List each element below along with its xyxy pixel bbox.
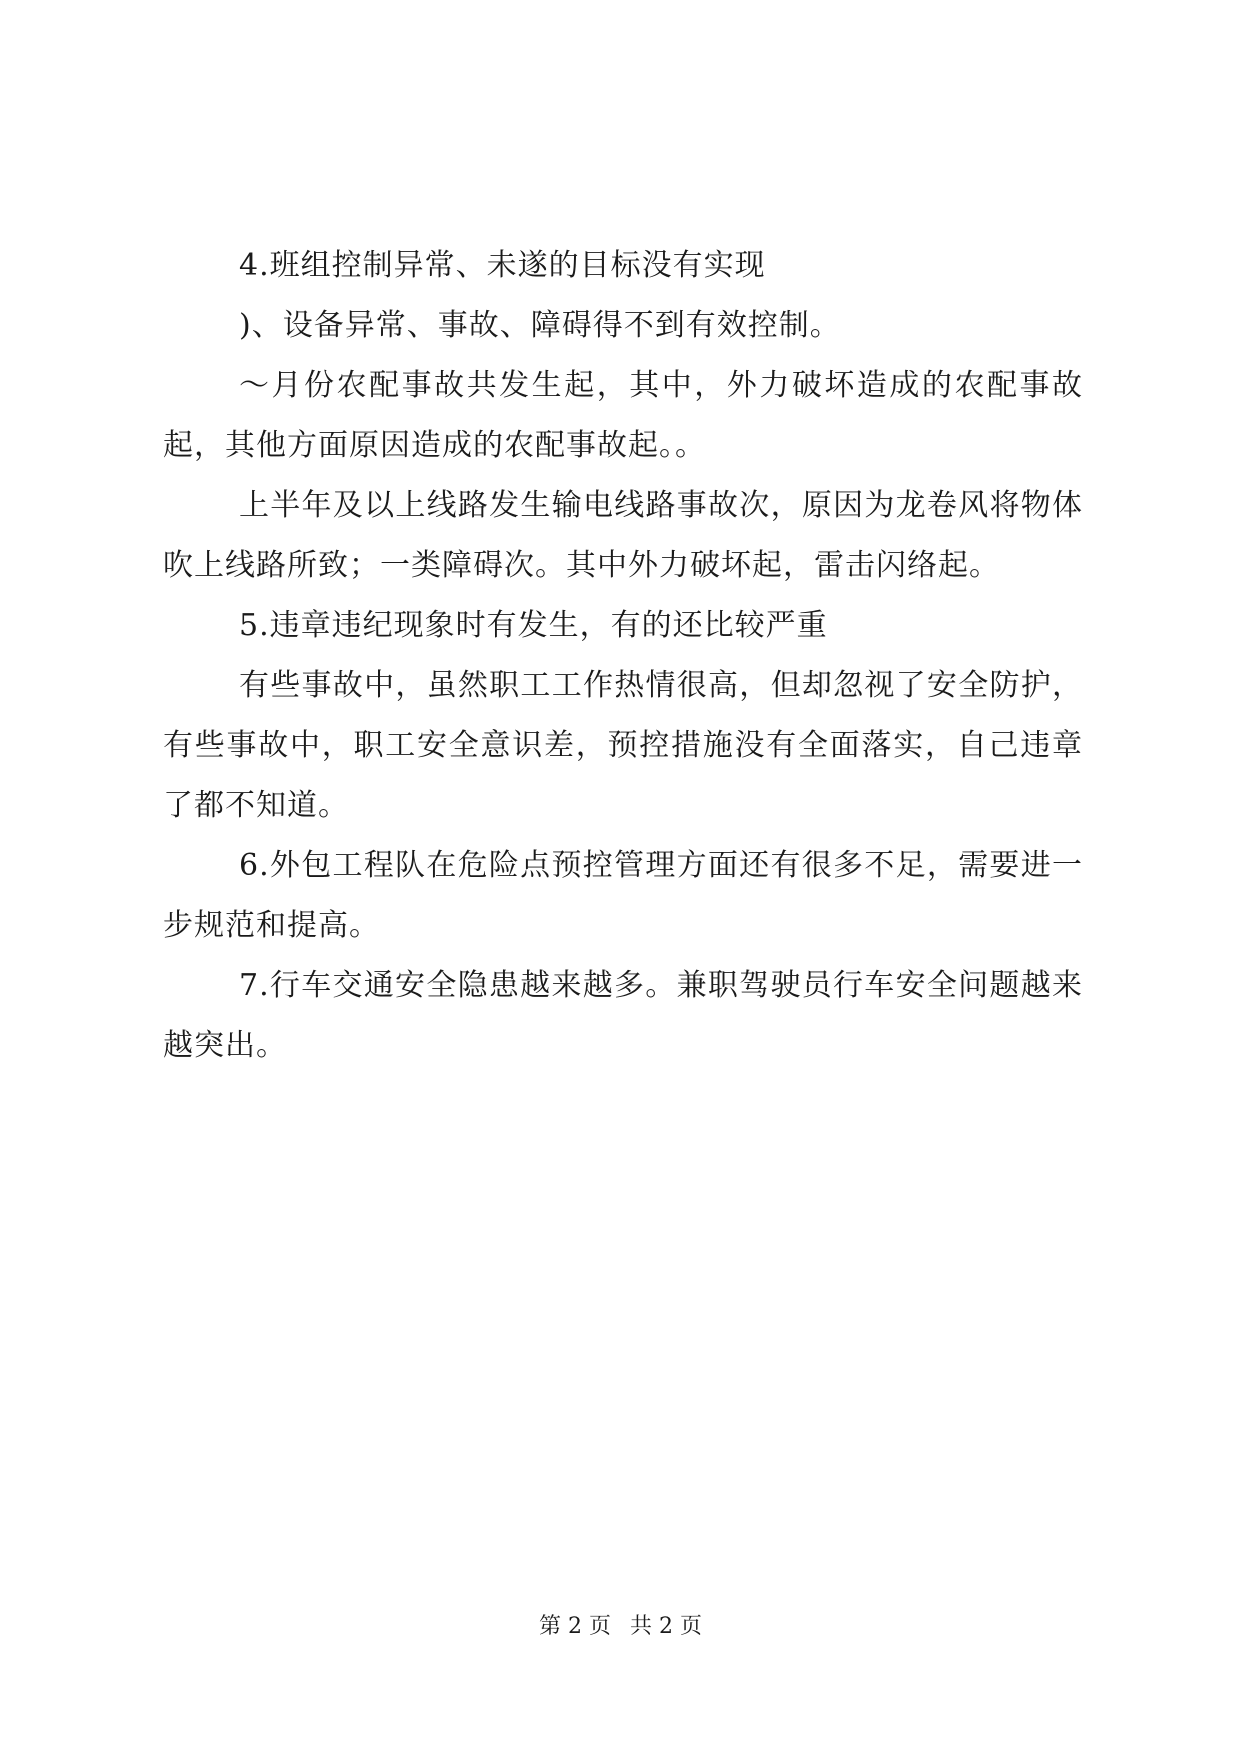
page-footer: [0, 1612, 1241, 1642]
heading-item-6: 6.外包工程队在危险点预控管理方面还有很多不足，需要进一步规范和提高。: [163, 848, 1083, 943]
page-number: 第 2 页: [539, 1614, 611, 1639]
heading-item-4: 4.班组控制异常、未遂的目标没有实现: [239, 248, 766, 283]
paragraph: ～月份农配事故共发生起，其中，外力破坏造成的农配事故起，其他方面原因造成的农配事故起。。: [163, 368, 1083, 463]
heading-item-5: 5.违章违纪现象时有发生，有的还比较严重: [239, 608, 828, 643]
paragraph: 上半年及以上线路发生输电线路事故次，原因为龙卷风将物体吹上线路所致；一类障碍次。其中外力破坏起，雷击闪络起。: [163, 488, 1083, 583]
paragraph: 有些事故中，虽然职工工作热情很高，但却忽视了安全防护，有些事故中，职工安全意识差，预控措施没有全面落实，自己违章了都不知道。: [163, 668, 1083, 823]
document-body: [163, 236, 1083, 1076]
heading-item-7: 7.行车交通安全隐患越来越多。兼职驾驶员行车安全问题越来越突出。: [163, 968, 1083, 1063]
page-total: 共 2 页: [630, 1614, 702, 1639]
paragraph: )、设备异常、事故、障碍得不到有效控制。: [239, 308, 841, 343]
